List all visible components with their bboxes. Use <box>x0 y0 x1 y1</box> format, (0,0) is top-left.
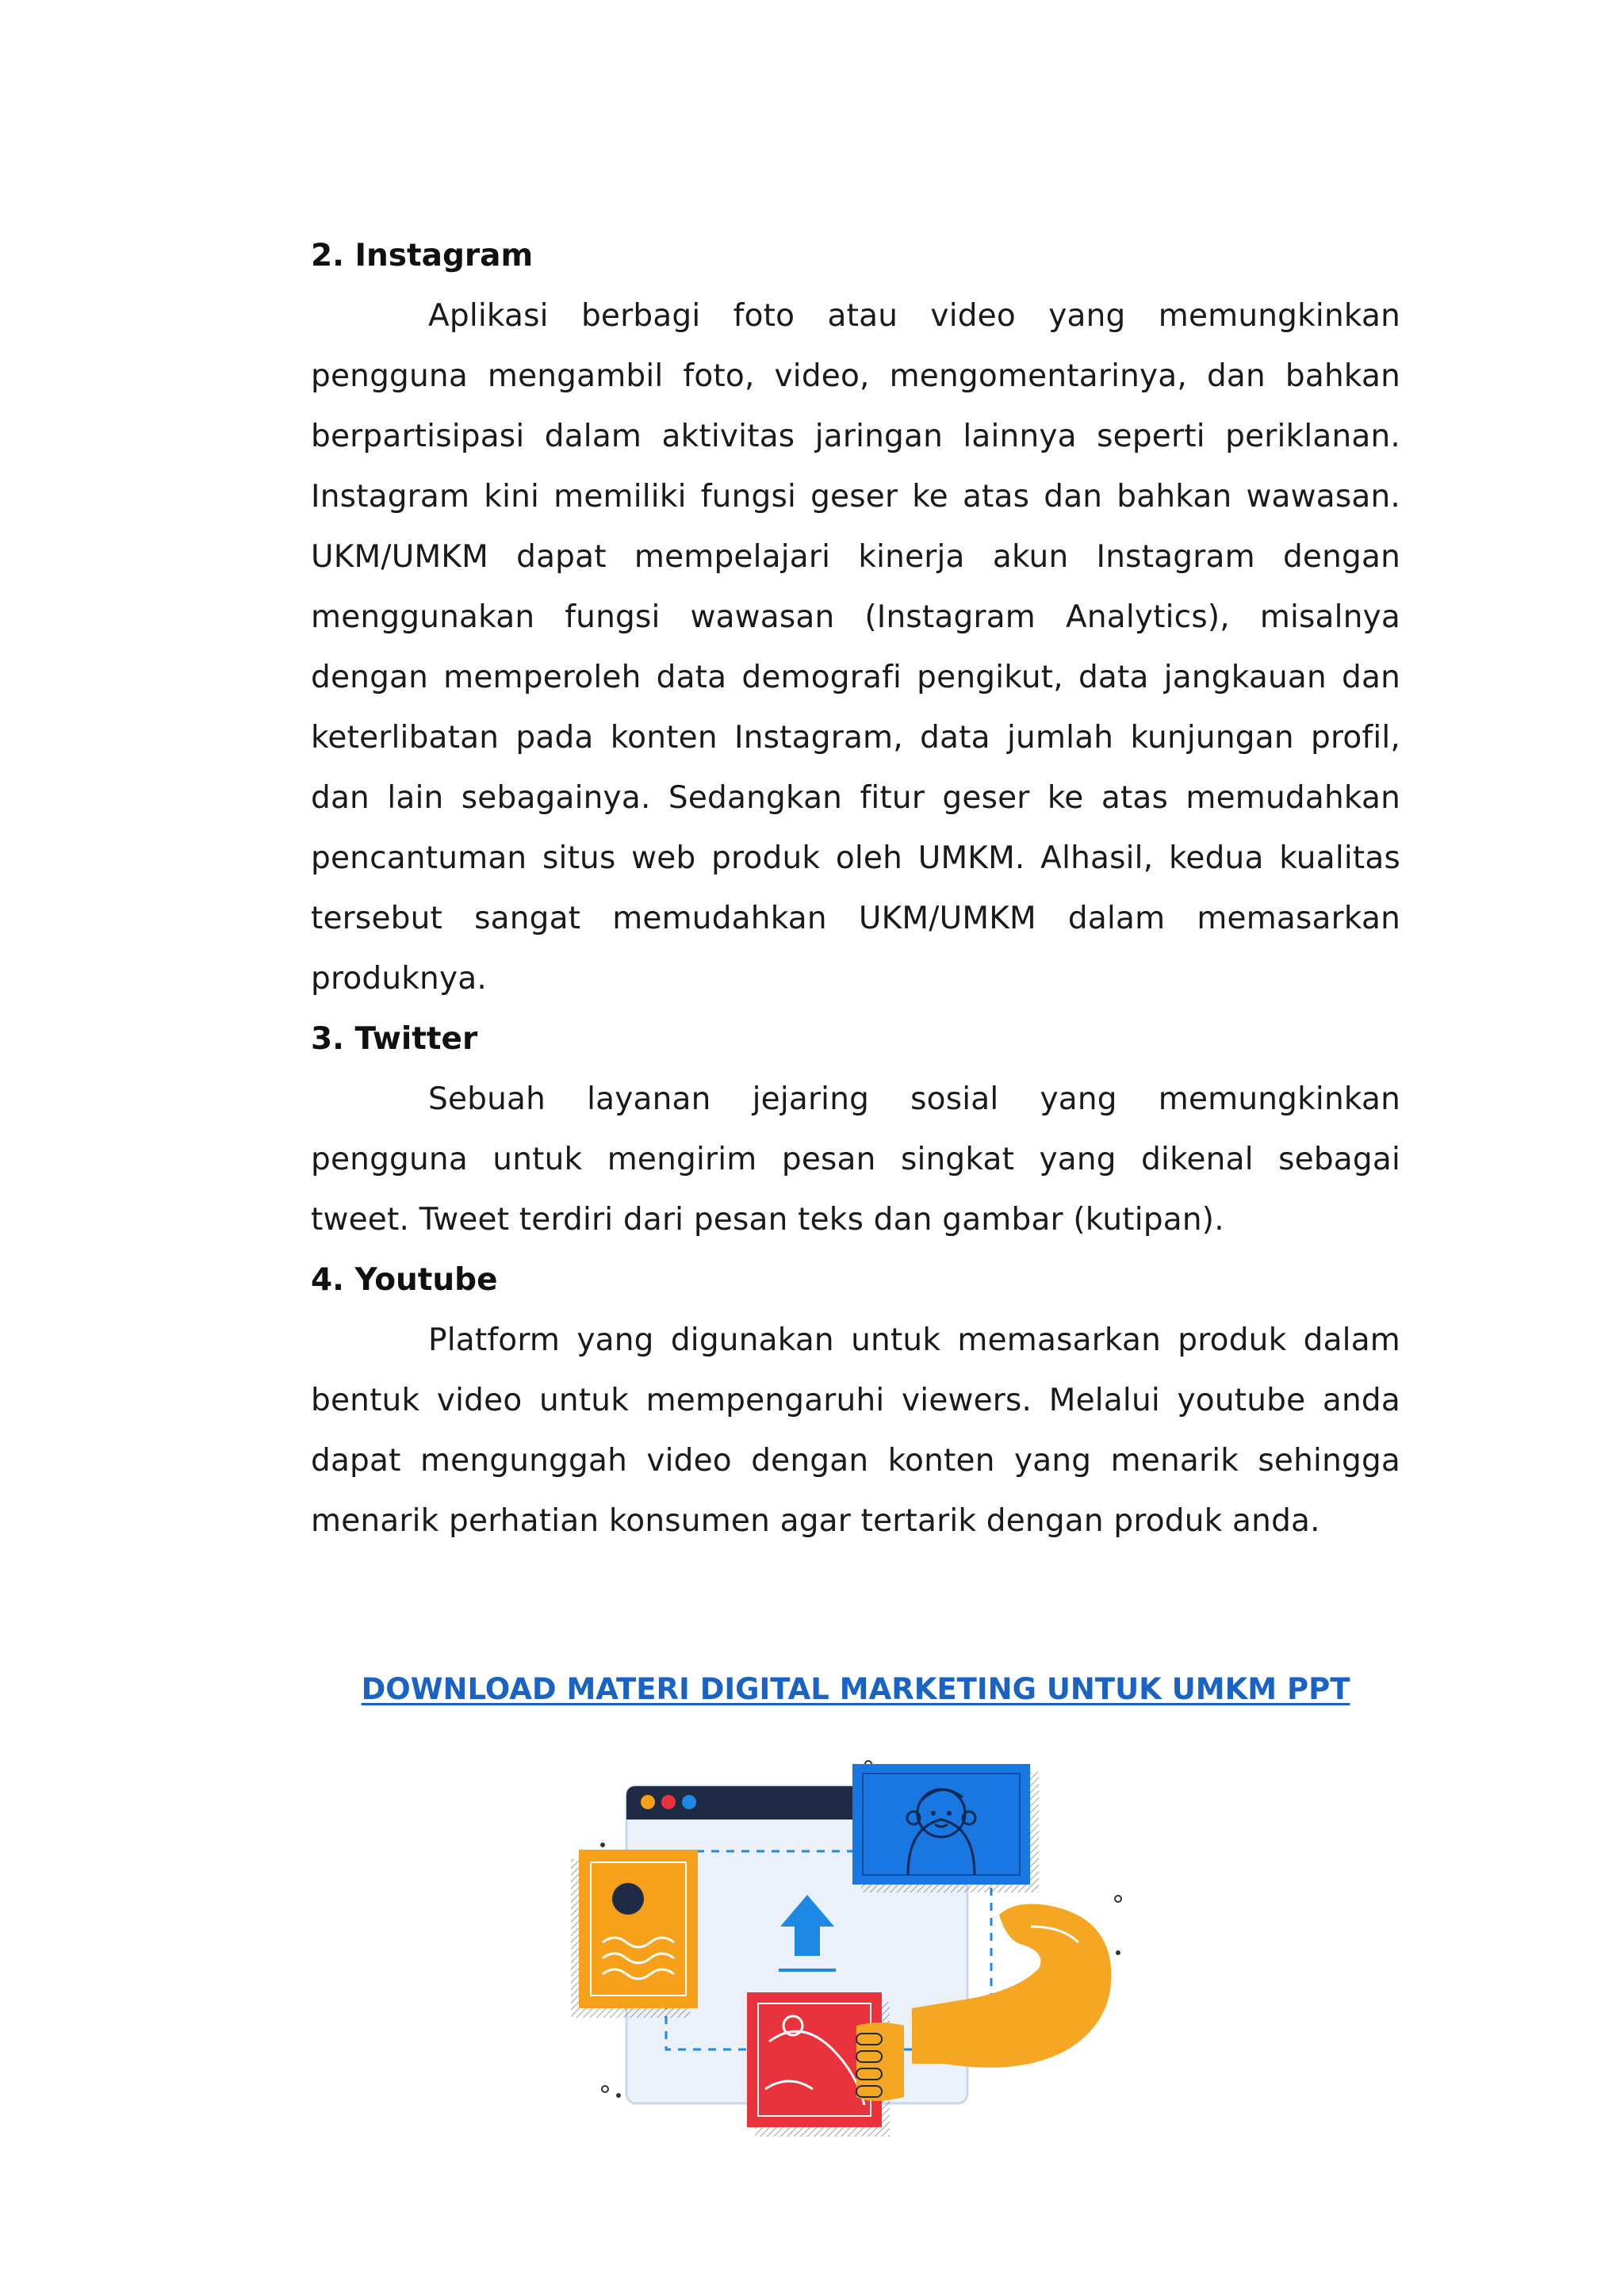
section-heading-twitter: 3. Twitter <box>311 1021 478 1057</box>
image-card-icon <box>571 1850 698 2018</box>
section-heading-youtube: 4. Youtube <box>311 1262 498 1298</box>
download-link-container <box>311 1667 1400 1712</box>
profile-card-icon <box>852 1764 1039 1892</box>
section-body-youtube: Platform yang digunakan untuk memasarkan produk dalam bentuk video untuk mempengaruhi viewers. Melalui youtube anda dapat mengunggah video dengan konten yang menarik sehingga menarik perhatian konsumen agar tertarik dengan produk anda. <box>311 1322 1400 1539</box>
section-body-instagram: Aplikasi berbagi foto atau video yang memungkinkan pengguna mengambil foto, video, mengomentarinya, dan bahkan berpartisipasi dalam aktivitas jaringan lainnya seperti periklanan. Instagram kini memiliki fungsi geser ke atas dan bahkan wawasan. UKM/UMKM dapat mempelajari kinerja akun Instagram dengan menggunakan fungsi wawasan (Instagram Analytics), misalnya dengan memperoleh data demografi pengikut, data jangkauan dan keterlibatan pada konten Instagram, data jumlah kunjungan profil, dan lain sebagainya. Sedangkan fitur geser ke atas memudahkan pencantuman situs web produk oleh UMKM. Alhasil, kedua kualitas tersebut sangat memudahkan UKM/UMKM dalam memasarkan produknya. <box>311 298 1400 997</box>
section-heading-instagram: 2. Instagram <box>311 238 534 274</box>
upload-content-illustration <box>555 1756 1158 2168</box>
download-link[interactable]: DOWNLOAD MATERI DIGITAL MARKETING UNTUK UMKM PPT <box>361 1672 1350 1706</box>
section-body-twitter: Sebuah layanan jejaring sosial yang memungkinkan pengguna untuk mengirim pesan singkat yang dikenal sebagai tweet. Tweet terdiri dari pesan teks dan gambar (kutipan). <box>311 1081 1400 1238</box>
document-body <box>311 226 1400 1552</box>
